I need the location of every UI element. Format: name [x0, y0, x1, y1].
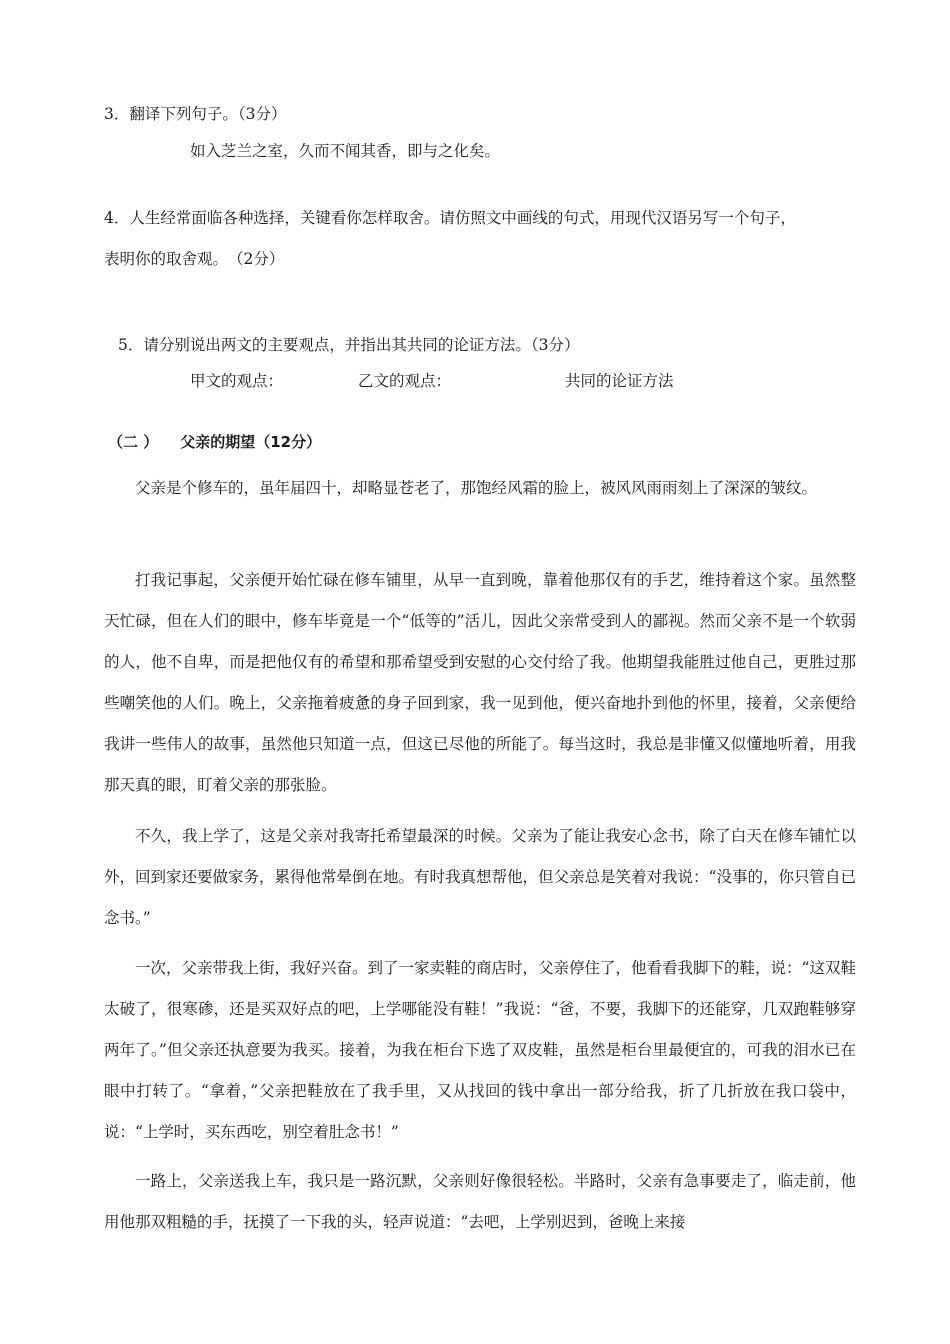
question-5-answer-yi: 乙文的观点：: [358, 372, 452, 390]
paragraph: 一次，父亲带我上街，我好兴奋。到了一家卖鞋的商店时，父亲停住了，他看看我脚下的鞋，说：“这双鞋太破了，很寒碜，还是买双好点的吧，上学哪能没有鞋！”我说：“爸，不要，我脚下的还能穿，几双跑鞋够穿两年了。”但父亲还执意要为我买。接着，为我在柜台下选了双皮鞋，虽然是柜台里最便宜的，可我的泪水已在眼中打转了。“拿着，”父亲把鞋放在了我手里，又从找回的钱中拿出一部分给我，折了几折放在我口袋中，说：“上学时，买东西吃，别空着肚念书！”: [104, 959, 856, 1141]
paragraph: 一路上，父亲送我上车，我只是一路沉默，父亲则好像很轻松。半路时，父亲有急事要走了，临走前，他用他那双粗糙的手，抚摸了一下我的头，轻声说道：“去吧，上学别迟到，爸晚上来接: [104, 1172, 856, 1231]
paragraph: 不久，我上学了，这是父亲对我寄托希望最深的时候。父亲为了能让我安心念书，除了白天在修车铺忙以外，回到家还要做家务，累得他常晕倒在地。有时我真想帮他，但父亲总是笑着对我说：“没事的，你只管自已念书。”: [104, 827, 856, 927]
section-title: 父亲的期望（12分）: [180, 433, 322, 451]
question-5-label: 5．请分别说出两文的主要观点，并指出其共同的论证方法。（3分）: [118, 336, 580, 354]
question-3-label: 3．翻译下列句子。（3分）: [104, 105, 287, 123]
section-heading: [108, 432, 321, 452]
question-3-sentence: 如入芝兰之室，久而不闻其香，即与之化矣。: [190, 142, 501, 160]
section-number: （二 ）: [108, 433, 159, 451]
question-4-line-2: 表明你的取舍观。 （2分）: [104, 250, 285, 268]
paragraph: 父亲是个修车的，虽年届四十，却略显苍老了，那饱经风霜的脸上，被风风雨雨刻上了深深的皱纹。: [135, 479, 818, 497]
paragraph: 打我记事起，父亲便开始忙碌在修车铺里，从早一直到晚，靠着他那仅有的手艺，维持着这个家。虽然整天忙碌，但在人们的眼中，修车毕竟是一个“低等的”活儿，因此父亲常受到人的鄙视。然而父亲不是一个软弱的人，他不自卑，而是把他仅有的希望和那希望受到安慰的心交付给了我。他期望我能胜过他自己，更胜过那些嘲笑他的人们。晚上，父亲拖着疲惫的身子回到家，我一见到他，便兴奋地扑到他的怀里，接着，父亲便给我讲一些伟人的故事，虽然他只知道一点，但这已尽他的所能了。每当这时，我总是非懂又似懂地听着，用我那天真的眼，盯着父亲的那张脸。: [104, 571, 856, 794]
question-4-line-1: 4．人生经常面临各种选择，关键看你怎样取舍。请仿照文中画线的句式，用现代汉语另写一个句子，: [104, 209, 796, 227]
question-5-answer-method: 共同的论证方法: [565, 372, 674, 390]
question-5-answer-jia: 甲文的观点：: [190, 372, 284, 390]
